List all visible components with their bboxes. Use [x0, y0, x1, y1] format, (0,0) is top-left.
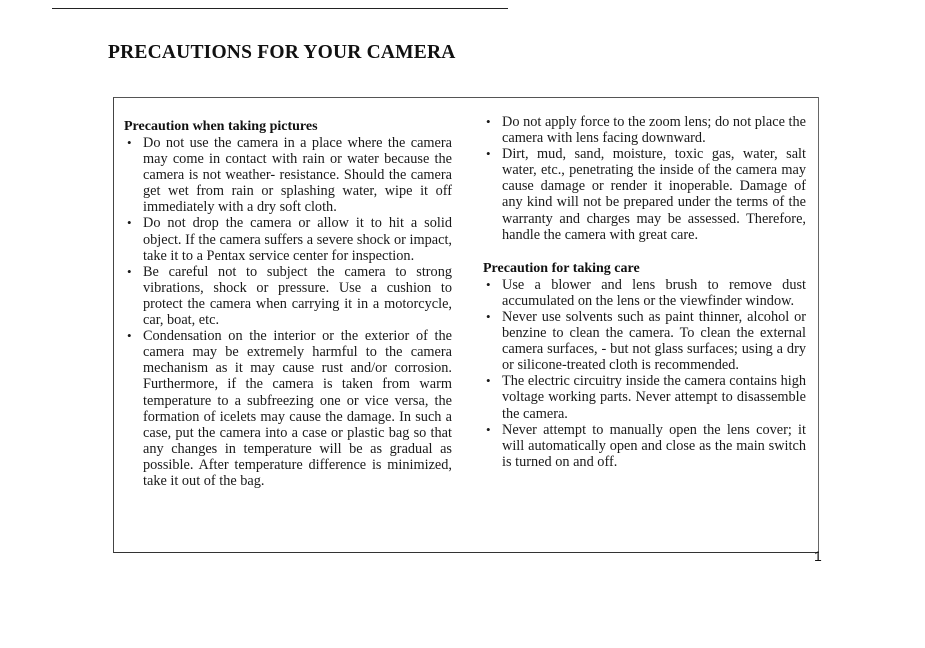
- list-item-text: The electric circuitry inside the camera contains high voltage working parts. Never attempt to disassemble the camera.: [502, 373, 806, 422]
- page-number: 1: [814, 548, 822, 564]
- list-item: [483, 422, 806, 470]
- bullet-icon: •: [127, 135, 132, 150]
- precautions-box-right-edge: [818, 97, 819, 553]
- list-item-text: Be careful not to subject the camera to strong vibrations, shock or pressure. Use a cushion to protect the camera when carrying it in a motorcycle, car, boat, etc.: [143, 263, 452, 329]
- right-column: [483, 114, 806, 470]
- list-item: [483, 146, 806, 243]
- list-item-text: Do not use the camera in a place where the camera may come in contact with rain or water because the camera is not weather- resistance. Should the camera get wet from rain or splashing water, wipe it off immediately with a dry soft cloth.: [143, 135, 452, 216]
- list-item: [124, 215, 452, 263]
- list-item: [483, 277, 806, 309]
- list-item: [483, 373, 806, 421]
- list-item: [483, 114, 806, 146]
- general-precautions-list: [483, 114, 806, 243]
- bullet-icon: •: [127, 328, 132, 344]
- section-heading-taking-pictures: Precaution when taking pictures: [124, 119, 318, 134]
- bullet-icon: •: [486, 421, 491, 437]
- list-item-text: Never use solvents such as paint thinner, alcohol or benzine to clean the camera. To clean the external camera surfaces, - but not glass surfaces; using a dry or silicone-treated cloth is recommended.: [502, 308, 806, 374]
- list-item-text: Dirt, mud, sand, moisture, toxic gas, water, salt water, etc., penetrating the inside of the camera may cause damage or render it inoperable. Damage of any kind will not be prepared under the terms of the warranty and charges may be assessed. Therefore, handle the camera with great care.: [502, 146, 806, 243]
- bullet-icon: •: [486, 308, 491, 324]
- taking-pictures-list: [124, 135, 452, 489]
- list-item-text: Never attempt to manually open the lens cover; it will automatically open and close as the main switch is turned on and off.: [502, 421, 806, 470]
- bullet-icon: •: [486, 373, 491, 389]
- bullet-icon: •: [486, 114, 491, 129]
- top-rule: [52, 8, 508, 9]
- list-item: [124, 264, 452, 328]
- list-item-text: Condensation on the interior or the exterior of the camera may be extremely harmful to the camera mechanism as it may cause rust and/or corrosion. Furthermore, if the camera is taken from warm temperature to a subfreezing one or vice versa, the formation of icelets may cause the damage. In such a case, put the camera into a case or plastic bag so that any changes in temperature will be as gradual as possible. After temperature difference is minimized, take it out of the bag.: [143, 328, 452, 489]
- list-item-text: Do not drop the camera or allow it to hit a solid object. If the camera suffers a severe shock or impact, take it to a Pentax service center for inspection.: [143, 215, 452, 264]
- left-column: [124, 118, 452, 489]
- bullet-icon: •: [486, 146, 491, 162]
- list-item-text: Do not apply force to the zoom lens; do not place the camera with lens facing downward.: [502, 114, 806, 147]
- bullet-icon: •: [127, 215, 132, 231]
- section-heading-taking-care: Precaution for taking care: [483, 260, 640, 276]
- page-title: PRECAUTIONS FOR YOUR CAMERA: [108, 42, 456, 63]
- list-item: [483, 309, 806, 373]
- list-item: [124, 328, 452, 489]
- bullet-icon: •: [127, 263, 132, 279]
- bullet-icon: •: [486, 276, 491, 292]
- taking-care-list: [483, 277, 806, 470]
- list-item: [124, 135, 452, 215]
- list-item-text: Use a blower and lens brush to remove dust accumulated on the lens or the viewfinder window.: [502, 276, 806, 309]
